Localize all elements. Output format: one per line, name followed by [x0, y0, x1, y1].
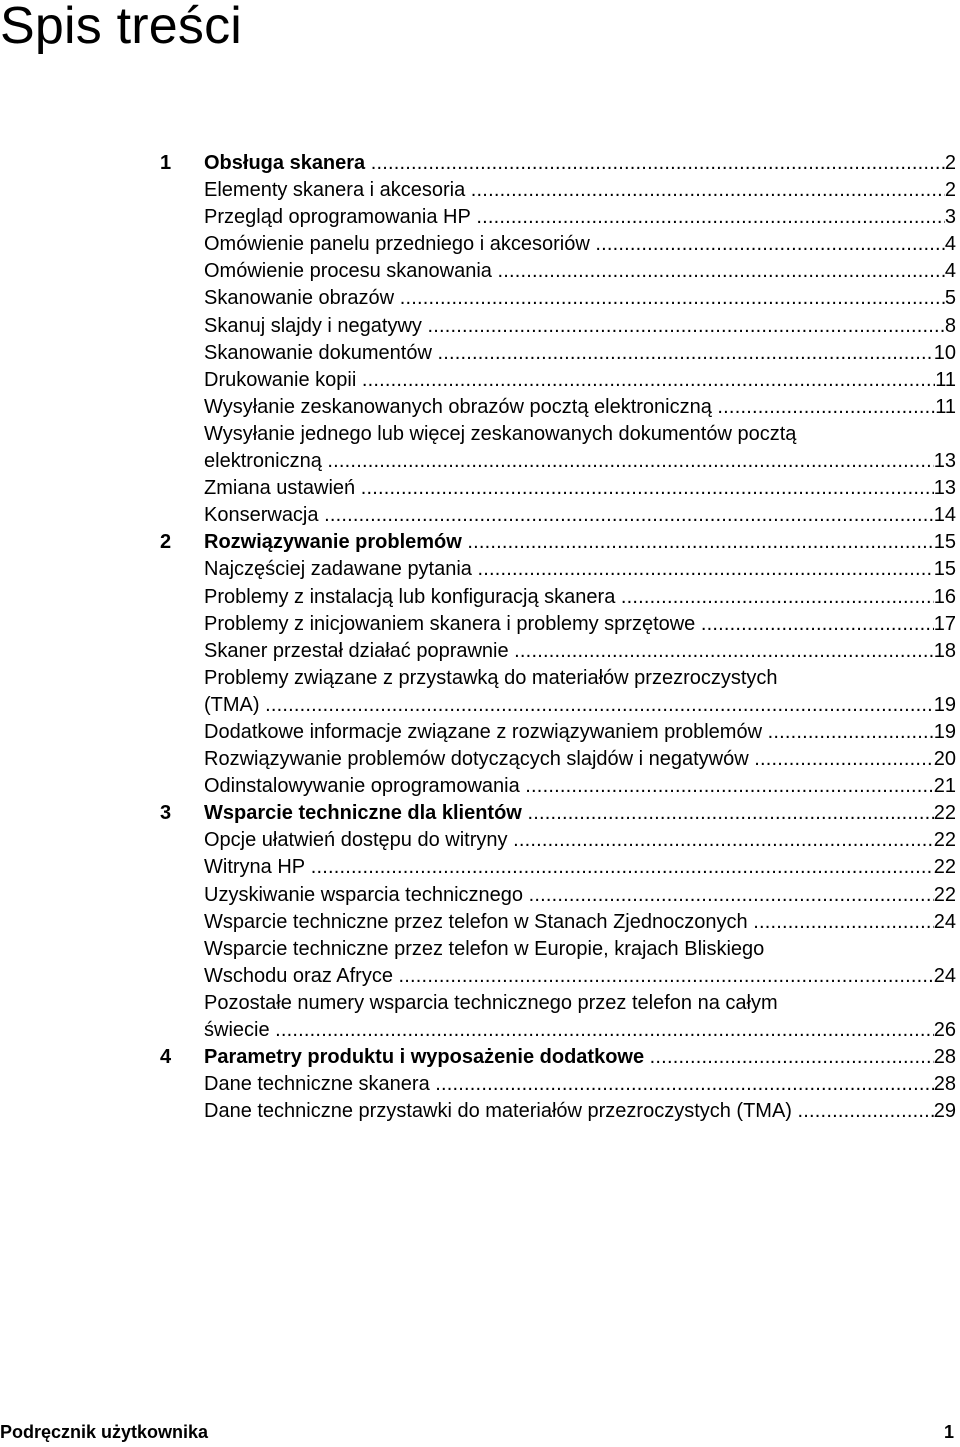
toc-dot-leader: [265, 692, 934, 719]
toc-entry[interactable]: [160, 665, 956, 719]
toc-entry-title: Wsparcie techniczne dla klientów: [204, 802, 522, 825]
toc-dot-leader: [275, 1017, 934, 1044]
toc-page-number: 24: [933, 910, 956, 933]
toc-entry-title: Najczęściej zadawane pytania: [204, 558, 472, 581]
page-footer: [0, 1420, 954, 1444]
toc-chapter-entry[interactable]: [160, 529, 956, 556]
toc-page-number: 13: [933, 450, 956, 473]
toc-page-number: 8: [944, 314, 956, 337]
toc-entry[interactable]: [160, 882, 956, 909]
toc-entry[interactable]: [160, 556, 956, 583]
toc-dot-leader: [399, 963, 934, 990]
toc-page-number: 28: [933, 1073, 956, 1096]
toc-page-number: 29: [933, 1100, 956, 1123]
toc-dot-leader: [754, 746, 934, 773]
toc-chapter-number: [160, 1071, 204, 1098]
toc-entry-title: Problemy z inicjowaniem skanera i problemy sprzętowe: [204, 612, 696, 635]
toc-entry[interactable]: [160, 340, 956, 367]
toc-chapter-number: [160, 285, 204, 312]
toc-dot-leader: [595, 231, 945, 258]
toc-page-number: 26: [933, 1019, 956, 1041]
toc-entry[interactable]: [160, 584, 956, 611]
toc-entry[interactable]: [160, 746, 956, 773]
toc-entry[interactable]: [160, 204, 956, 231]
toc-chapter-number: [160, 367, 204, 394]
toc-chapter-number: [160, 177, 204, 204]
toc-page-number: 24: [933, 964, 956, 987]
toc-entry-title-line: Wsparcie techniczne przez telefon w Europie, krajach Bliskiego: [204, 937, 765, 960]
toc-chapter-number: [160, 421, 204, 475]
toc-chapter-number: [160, 475, 204, 502]
toc-chapter-number: [160, 340, 204, 367]
toc-dot-leader: [437, 340, 933, 367]
toc-entry-title: Konserwacja: [204, 504, 319, 527]
toc-page-number: 20: [933, 748, 956, 771]
toc-entry-title: Elementy skanera i akcesoria: [204, 179, 466, 202]
toc-chapter-number: [160, 827, 204, 854]
toc-page-number: 19: [933, 720, 956, 743]
toc-dot-leader: [621, 584, 934, 611]
toc-entry-title: Odinstalowywanie oprogramowania: [204, 775, 520, 798]
toc-chapter-number: 3: [160, 802, 172, 825]
toc-entry-title: Uzyskiwanie wsparcia technicznego: [204, 883, 524, 906]
toc-entry-title: Drukowanie kopii: [204, 368, 357, 391]
footer-page-number: 1: [943, 1422, 954, 1442]
toc-page-number: 18: [933, 639, 956, 662]
toc-page-number: 10: [933, 341, 956, 364]
toc-dot-leader: [427, 313, 944, 340]
toc-dot-leader: [498, 258, 945, 285]
toc-entry-title: Dane techniczne przystawki do materiałów przezroczystych (TMA): [204, 1100, 792, 1123]
toc-dot-leader: [525, 773, 933, 800]
toc-page-number: 11: [935, 368, 956, 391]
toc-page-number: 4: [944, 233, 956, 256]
toc-entry[interactable]: [160, 231, 956, 258]
toc-chapter-number: [160, 556, 204, 583]
toc-entry-title: Rozwiązywanie problemów dotyczących slajdów i negatywów: [204, 748, 749, 771]
toc-entry-title: Wschodu oraz Afryce: [204, 964, 393, 987]
toc-dot-leader: [476, 204, 945, 231]
toc-entry-title-line: Pozostałe numery wsparcia technicznego przez telefon na całym: [204, 991, 778, 1014]
toc-entry[interactable]: [160, 638, 956, 665]
toc-entry[interactable]: [160, 285, 956, 312]
toc-page-number: 22: [933, 802, 956, 825]
toc-chapter-number: [160, 665, 204, 719]
toc-entry-title: świecie: [204, 1019, 270, 1041]
toc-entry-title: Dane techniczne skanera: [204, 1073, 430, 1096]
toc-dot-leader: [701, 611, 934, 638]
toc-chapter-number: [160, 773, 204, 800]
toc-dot-leader: [435, 1071, 933, 1098]
toc-entry-title: elektroniczną: [204, 450, 322, 473]
toc-chapter-number: [160, 584, 204, 611]
toc-dot-leader: [513, 827, 934, 854]
toc-entry[interactable]: [160, 258, 956, 285]
toc-entry-title: Omówienie procesu skanowania: [204, 260, 492, 283]
toc-chapter-number: [160, 394, 204, 421]
toc-entry-title: Rozwiązywanie problemów: [204, 531, 462, 554]
toc-entry[interactable]: [160, 611, 956, 638]
toc-dot-leader: [361, 475, 934, 502]
toc-dot-leader: [400, 285, 945, 312]
toc-entry-title: Dodatkowe informacje związane z rozwiązywaniem problemów: [204, 720, 763, 743]
toc-dot-leader: [311, 854, 934, 881]
toc-dot-leader: [753, 909, 934, 936]
toc-dot-leader: [650, 1044, 934, 1071]
toc-entry[interactable]: [160, 719, 956, 746]
toc-chapter-number: [160, 936, 204, 990]
toc-page-number: 28: [933, 1046, 956, 1069]
toc-page-number: 13: [933, 477, 956, 500]
toc-entry[interactable]: [160, 827, 956, 854]
toc-entry-title: Omówienie panelu przedniego i akcesoriów: [204, 233, 590, 256]
toc-entry-title: Problemy z instalacją lub konfiguracją skanera: [204, 585, 616, 608]
toc-dot-leader: [768, 719, 934, 746]
toc-entry[interactable]: [160, 936, 956, 990]
toc-dot-leader: [467, 529, 933, 556]
toc-chapter-number: 1: [160, 152, 172, 174]
toc-entry-title: Witryna HP: [204, 856, 306, 879]
toc-dot-leader: [529, 882, 934, 909]
toc-entry-title: Zmiana ustawień: [204, 477, 356, 500]
toc-dot-leader: [324, 502, 934, 529]
toc-chapter-entry[interactable]: [160, 800, 956, 827]
toc-entry[interactable]: [160, 1098, 956, 1125]
toc-chapter-number: [160, 502, 204, 529]
toc-chapter-number: [160, 258, 204, 285]
toc-page-number: 14: [933, 504, 956, 527]
toc-chapter-number: [160, 909, 204, 936]
toc-entry-title: Skaner przestał działać poprawnie: [204, 639, 509, 662]
toc-chapter-number: [160, 746, 204, 773]
toc-dot-leader: [514, 638, 934, 665]
toc-entry-title: Skanowanie obrazów: [204, 287, 395, 310]
toc-page-number: 2: [944, 152, 956, 174]
footer-manual-title: Podręcznik użytkownika: [0, 1422, 209, 1442]
toc-entry-title: Przegląd oprogramowania HP: [204, 206, 471, 229]
toc-entry-title: Wsparcie techniczne przez telefon w Stanach Zjednoczonych: [204, 910, 748, 933]
toc-chapter-entry[interactable]: [160, 150, 956, 177]
toc-chapter-number: [160, 990, 204, 1044]
toc-chapter-number: [160, 231, 204, 258]
toc-chapter-number: [160, 719, 204, 746]
toc-entry-title: Skanowanie dokumentów: [204, 341, 432, 364]
toc-chapter-number: [160, 638, 204, 665]
toc-dot-leader: [362, 367, 935, 394]
toc-entry-title-line: Wysyłanie jednego lub więcej zeskanowanych dokumentów pocztą: [204, 422, 797, 445]
toc-chapter-entry[interactable]: [160, 1044, 956, 1071]
toc-page-number: 11: [935, 395, 956, 418]
toc-chapter-number: [160, 313, 204, 340]
toc-entry[interactable]: [160, 367, 956, 394]
toc-page-number: 22: [933, 856, 956, 879]
toc-entry-title-line: Problemy związane z przystawką do materiałów przezroczystych: [204, 666, 778, 689]
toc-page-number: 15: [933, 558, 956, 581]
toc-dot-leader: [798, 1098, 934, 1125]
toc-entry[interactable]: [160, 313, 956, 340]
toc-chapter-number: 2: [160, 531, 172, 554]
toc-entry[interactable]: [160, 475, 956, 502]
toc-chapter-number: [160, 204, 204, 231]
toc-entry[interactable]: [160, 1071, 956, 1098]
page-title: Spis treści: [0, 0, 243, 55]
toc-page-number: 2: [944, 179, 956, 202]
toc-page-number: 5: [944, 287, 956, 310]
toc-chapter-number: [160, 854, 204, 881]
toc-entry-title: Skanuj slajdy i negatywy: [204, 314, 422, 337]
toc-chapter-number: [160, 611, 204, 638]
toc-dot-leader: [527, 800, 933, 827]
toc-entry[interactable]: [160, 421, 956, 475]
toc-page-number: 22: [933, 883, 956, 906]
toc-page-number: 15: [933, 531, 956, 554]
toc-entry-title: (TMA): [204, 693, 260, 716]
toc-page-number: 17: [933, 612, 956, 635]
toc-entry[interactable]: [160, 854, 956, 881]
toc-dot-leader: [471, 177, 945, 204]
table-of-contents: [160, 150, 956, 1125]
toc-entry-title: Parametry produktu i wyposażenie dodatkowe: [204, 1046, 645, 1069]
toc-dot-leader: [478, 556, 934, 583]
toc-chapter-number: 4: [160, 1046, 172, 1069]
toc-chapter-number: [160, 882, 204, 909]
toc-entry[interactable]: [160, 773, 956, 800]
toc-entry-title: Opcje ułatwień dostępu do witryny: [204, 829, 508, 852]
toc-entry[interactable]: [160, 909, 956, 936]
toc-page-number: 4: [944, 260, 956, 283]
toc-page-number: 16: [933, 585, 956, 608]
toc-entry[interactable]: [160, 177, 956, 204]
toc-dot-leader: [371, 150, 945, 177]
toc-dot-leader: [327, 448, 933, 475]
toc-page-number: 3: [944, 206, 956, 229]
toc-page-number: 21: [933, 775, 956, 798]
toc-entry-title: Obsługa skanera: [204, 152, 366, 174]
toc-entry-title: Wysyłanie zeskanowanych obrazów pocztą elektroniczną: [204, 395, 712, 418]
toc-dot-leader: [717, 394, 935, 421]
toc-chapter-number: [160, 1098, 204, 1125]
toc-entry[interactable]: [160, 502, 956, 529]
toc-page-number: 22: [933, 829, 956, 852]
toc-entry[interactable]: [160, 394, 956, 421]
toc-entry[interactable]: [160, 990, 956, 1044]
toc-page-number: 19: [933, 693, 956, 716]
